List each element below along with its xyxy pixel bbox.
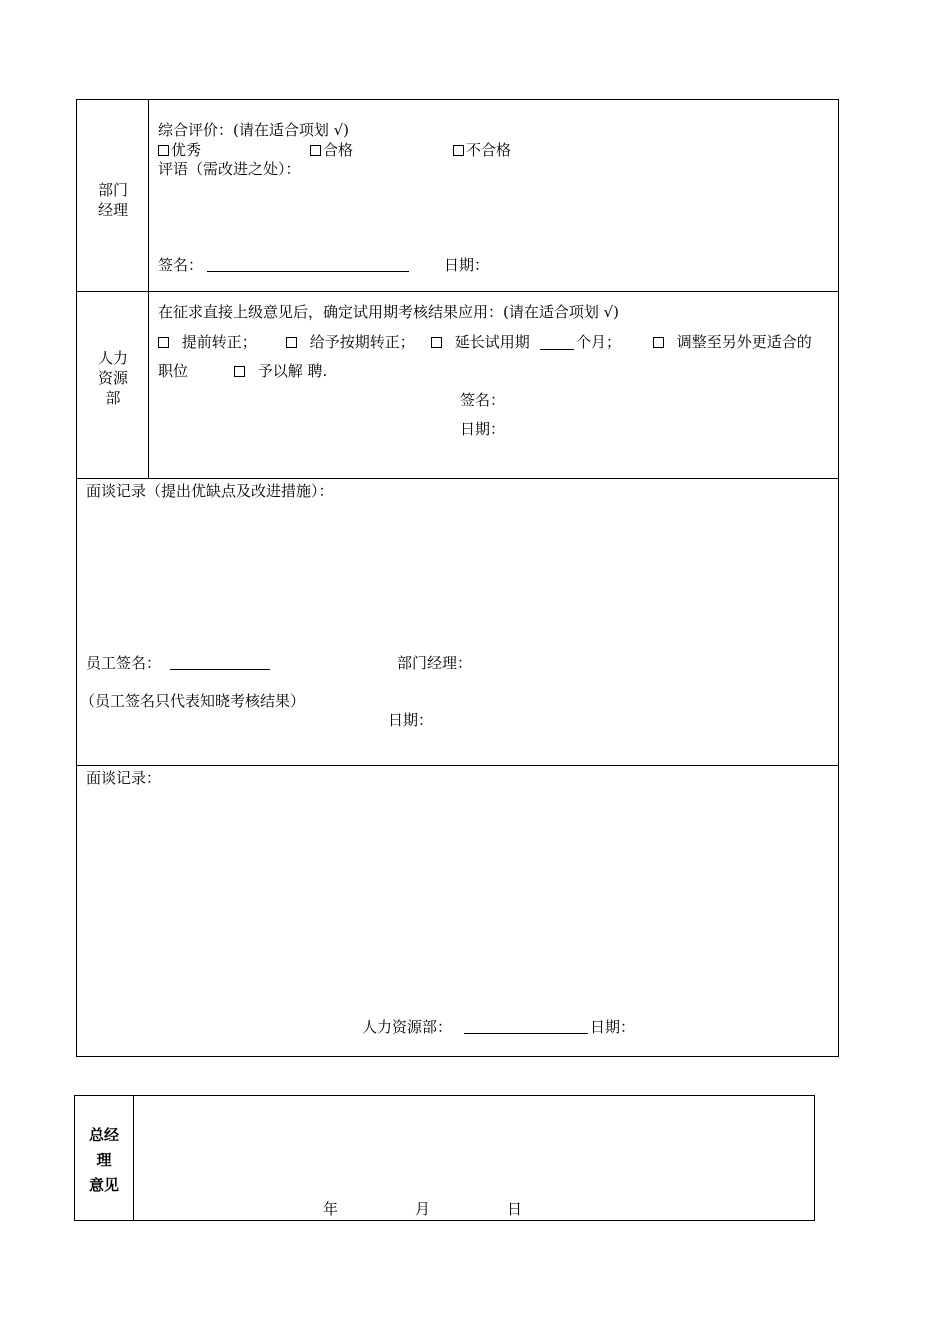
overall-evaluation-text: 综合评价：(请在适合项划 √) bbox=[158, 121, 350, 139]
option-unqualified-label: 不合格 bbox=[466, 141, 512, 159]
checkbox-dismiss[interactable] bbox=[234, 366, 245, 377]
interview2-title: 面谈记录： bbox=[86, 769, 162, 787]
row-divider-2 bbox=[76, 478, 839, 479]
gm-year-label: 年 bbox=[323, 1200, 339, 1218]
dept-signature-field[interactable] bbox=[207, 271, 409, 272]
interview2-hr-label: 人力资源部： bbox=[362, 1018, 453, 1036]
option-qualified-label: 合格 bbox=[323, 141, 354, 159]
hr-instruction: 在征求直接上级意见后，确定试用期考核结果应用：(请在适合项划 √) bbox=[158, 303, 620, 321]
hr-signature-label: 签名： bbox=[460, 391, 506, 409]
option-unqualified[interactable] bbox=[453, 141, 511, 159]
gm-label-line1: 总经 bbox=[88, 1126, 119, 1144]
label-column-divider bbox=[148, 99, 149, 479]
hr-label bbox=[80, 348, 146, 408]
option-extend-suffix: 个月； bbox=[576, 333, 622, 351]
option-transfer-label-cont: 职位 bbox=[158, 362, 189, 380]
gm-opinion-table bbox=[74, 1095, 815, 1221]
option-extend-label: 延长试用期 bbox=[454, 333, 530, 351]
checkbox-early[interactable] bbox=[158, 337, 169, 348]
checkbox-qualified[interactable] bbox=[310, 145, 321, 156]
option-on-time-label: 给予按期转正； bbox=[309, 333, 415, 351]
option-early-label: 提前转正； bbox=[181, 333, 257, 351]
dept-manager-label bbox=[80, 180, 146, 220]
option-qualified[interactable] bbox=[310, 141, 353, 159]
dept-signature-label: 签名： bbox=[158, 256, 204, 274]
hr-option-transfer bbox=[653, 333, 812, 351]
hr-option-dismiss bbox=[234, 362, 327, 380]
gm-month-label: 月 bbox=[415, 1200, 431, 1218]
hr-date-label: 日期： bbox=[460, 420, 506, 438]
option-excellent-label: 优秀 bbox=[171, 141, 202, 159]
employee-signature-field[interactable] bbox=[170, 669, 270, 670]
gm-label-line2: 理 bbox=[96, 1151, 112, 1169]
gm-column-divider bbox=[133, 1095, 134, 1221]
option-excellent[interactable] bbox=[158, 141, 201, 159]
checkbox-on-time[interactable] bbox=[286, 337, 297, 348]
employee-signature-note: （员工签名只代表知晓考核结果） bbox=[80, 692, 306, 710]
row-divider-1 bbox=[76, 291, 839, 292]
dept-manager-label-line1: 部门 bbox=[97, 181, 128, 199]
extend-months-field[interactable] bbox=[540, 349, 574, 350]
interview1-manager-label: 部门经理： bbox=[397, 654, 473, 672]
interview2-date-label: 日期： bbox=[590, 1018, 636, 1036]
employee-signature-label: 员工签名： bbox=[86, 654, 162, 672]
hr-option-extend bbox=[431, 333, 530, 351]
hr-label-line2: 资源 bbox=[97, 369, 128, 387]
option-transfer-label: 调整至另外更适合的 bbox=[676, 333, 812, 351]
interview2-hr-signature-field[interactable] bbox=[464, 1033, 588, 1034]
evaluation-table bbox=[76, 99, 839, 1057]
dept-manager-label-line2: 经理 bbox=[97, 201, 128, 219]
checkbox-excellent[interactable] bbox=[158, 145, 169, 156]
gm-label-line3: 意见 bbox=[88, 1176, 119, 1194]
gm-day-label: 日 bbox=[507, 1200, 523, 1218]
hr-option-on-time bbox=[286, 333, 415, 351]
gm-label bbox=[75, 1123, 133, 1198]
hr-label-line1: 人力 bbox=[97, 349, 128, 367]
checkbox-extend[interactable] bbox=[431, 337, 442, 348]
hr-label-line3: 部 bbox=[105, 389, 121, 407]
dept-date-label: 日期： bbox=[444, 256, 490, 274]
hr-options-line1 bbox=[158, 333, 257, 351]
interview1-title: 面谈记录（提出优缺点及改进措施）： bbox=[86, 482, 334, 500]
option-dismiss-label: 予以解 聘. bbox=[257, 362, 328, 380]
comments-label: 评语（需改进之处）： bbox=[158, 160, 301, 178]
row-divider-3 bbox=[76, 765, 839, 766]
interview1-date-label: 日期： bbox=[388, 711, 434, 729]
checkbox-unqualified[interactable] bbox=[453, 145, 464, 156]
checkbox-transfer[interactable] bbox=[653, 337, 664, 348]
